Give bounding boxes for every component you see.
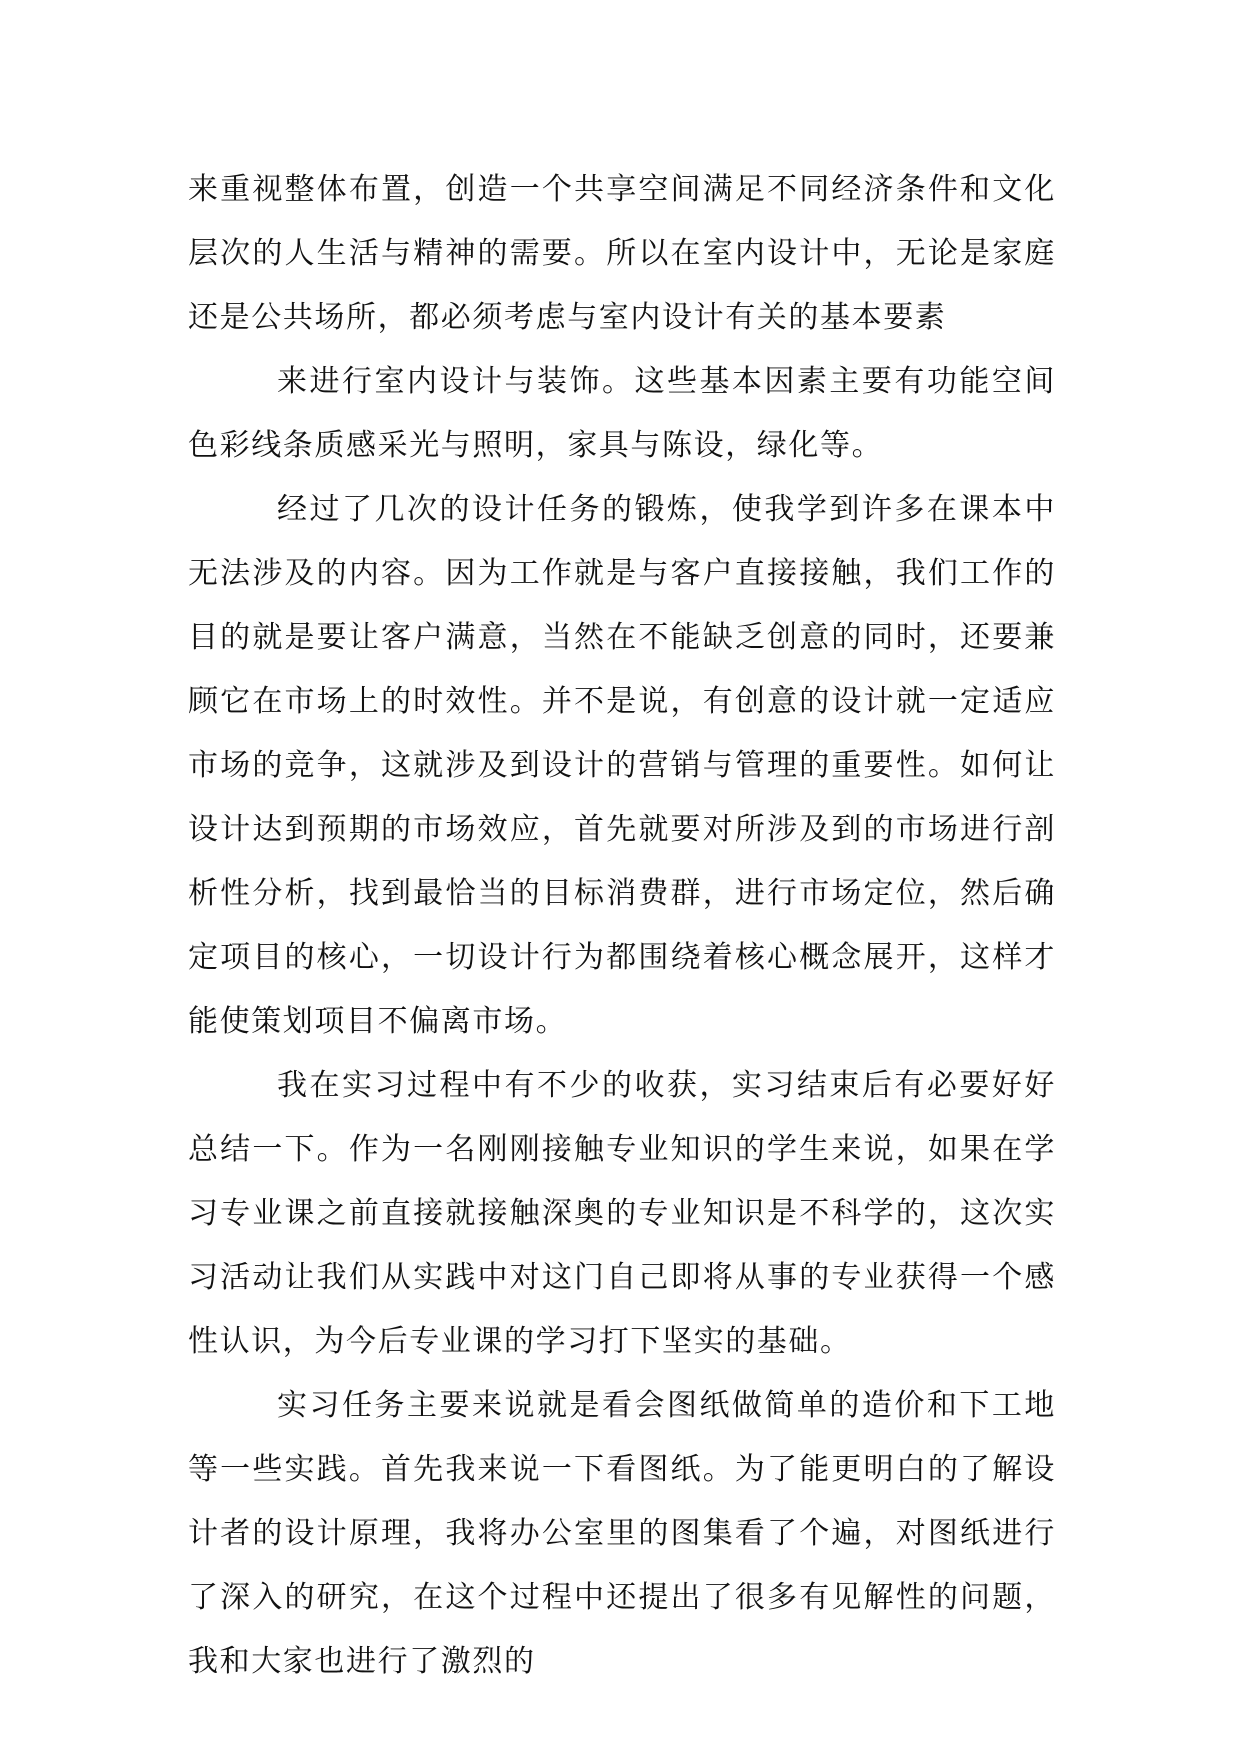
paragraph-1: 来重视整体布置，创造一个共享空间满足不同经济条件和文化层次的人生活与精神的需要。所以在室内设计中，无论是家庭还是公共场所，都必须考虑与室内设计有关的基本要素 bbox=[188, 172, 1056, 335]
paragraph-2: 来进行室内设计与装饰。这些基本因素主要有功能空间色彩线条质感采光与照明，家具与陈设，绿化等。 bbox=[188, 364, 1056, 463]
paragraph-4: 我在实习过程中有不少的收获，实习结束后有必要好好总结一下。作为一名刚刚接触专业知识的学生来说，如果在学习专业课之前直接就接触深奥的专业知识是不科学的，这次实习活动让我们从实践中对这门自己即将从事的专业获得一个感性认识，为今后专业课的学习打下坚实的基础。 bbox=[188, 1068, 1056, 1359]
document-body bbox=[188, 158, 1056, 1694]
paragraph-3: 经过了几次的设计任务的锻炼，使我学到许多在课本中无法涉及的内容。因为工作就是与客户直接接触，我们工作的目的就是要让客户满意，当然在不能缺乏创意的同时，还要兼顾它在市场上的时效性。并不是说，有创意的设计就一定适应市场的竞争，这就涉及到设计的营销与管理的重要性。如何让设计达到预期的市场效应，首先就要对所涉及到的市场进行剖析性分析，找到最恰当的目标消费群，进行市场定位，然后确定项目的核心，一切设计行为都围绕着核心概念展开，这样才能使策划项目不偏离市场。 bbox=[188, 492, 1056, 1039]
paragraph-5: 实习任务主要来说就是看会图纸做简单的造价和下工地等一些实践。首先我来说一下看图纸。为了能更明白的了解设计者的设计原理，我将办公室里的图集看了个遍，对图纸进行了深入的研究，在这个过程中还提出了很多有见解性的问题，我和大家也进行了激烈的 bbox=[188, 1388, 1056, 1679]
